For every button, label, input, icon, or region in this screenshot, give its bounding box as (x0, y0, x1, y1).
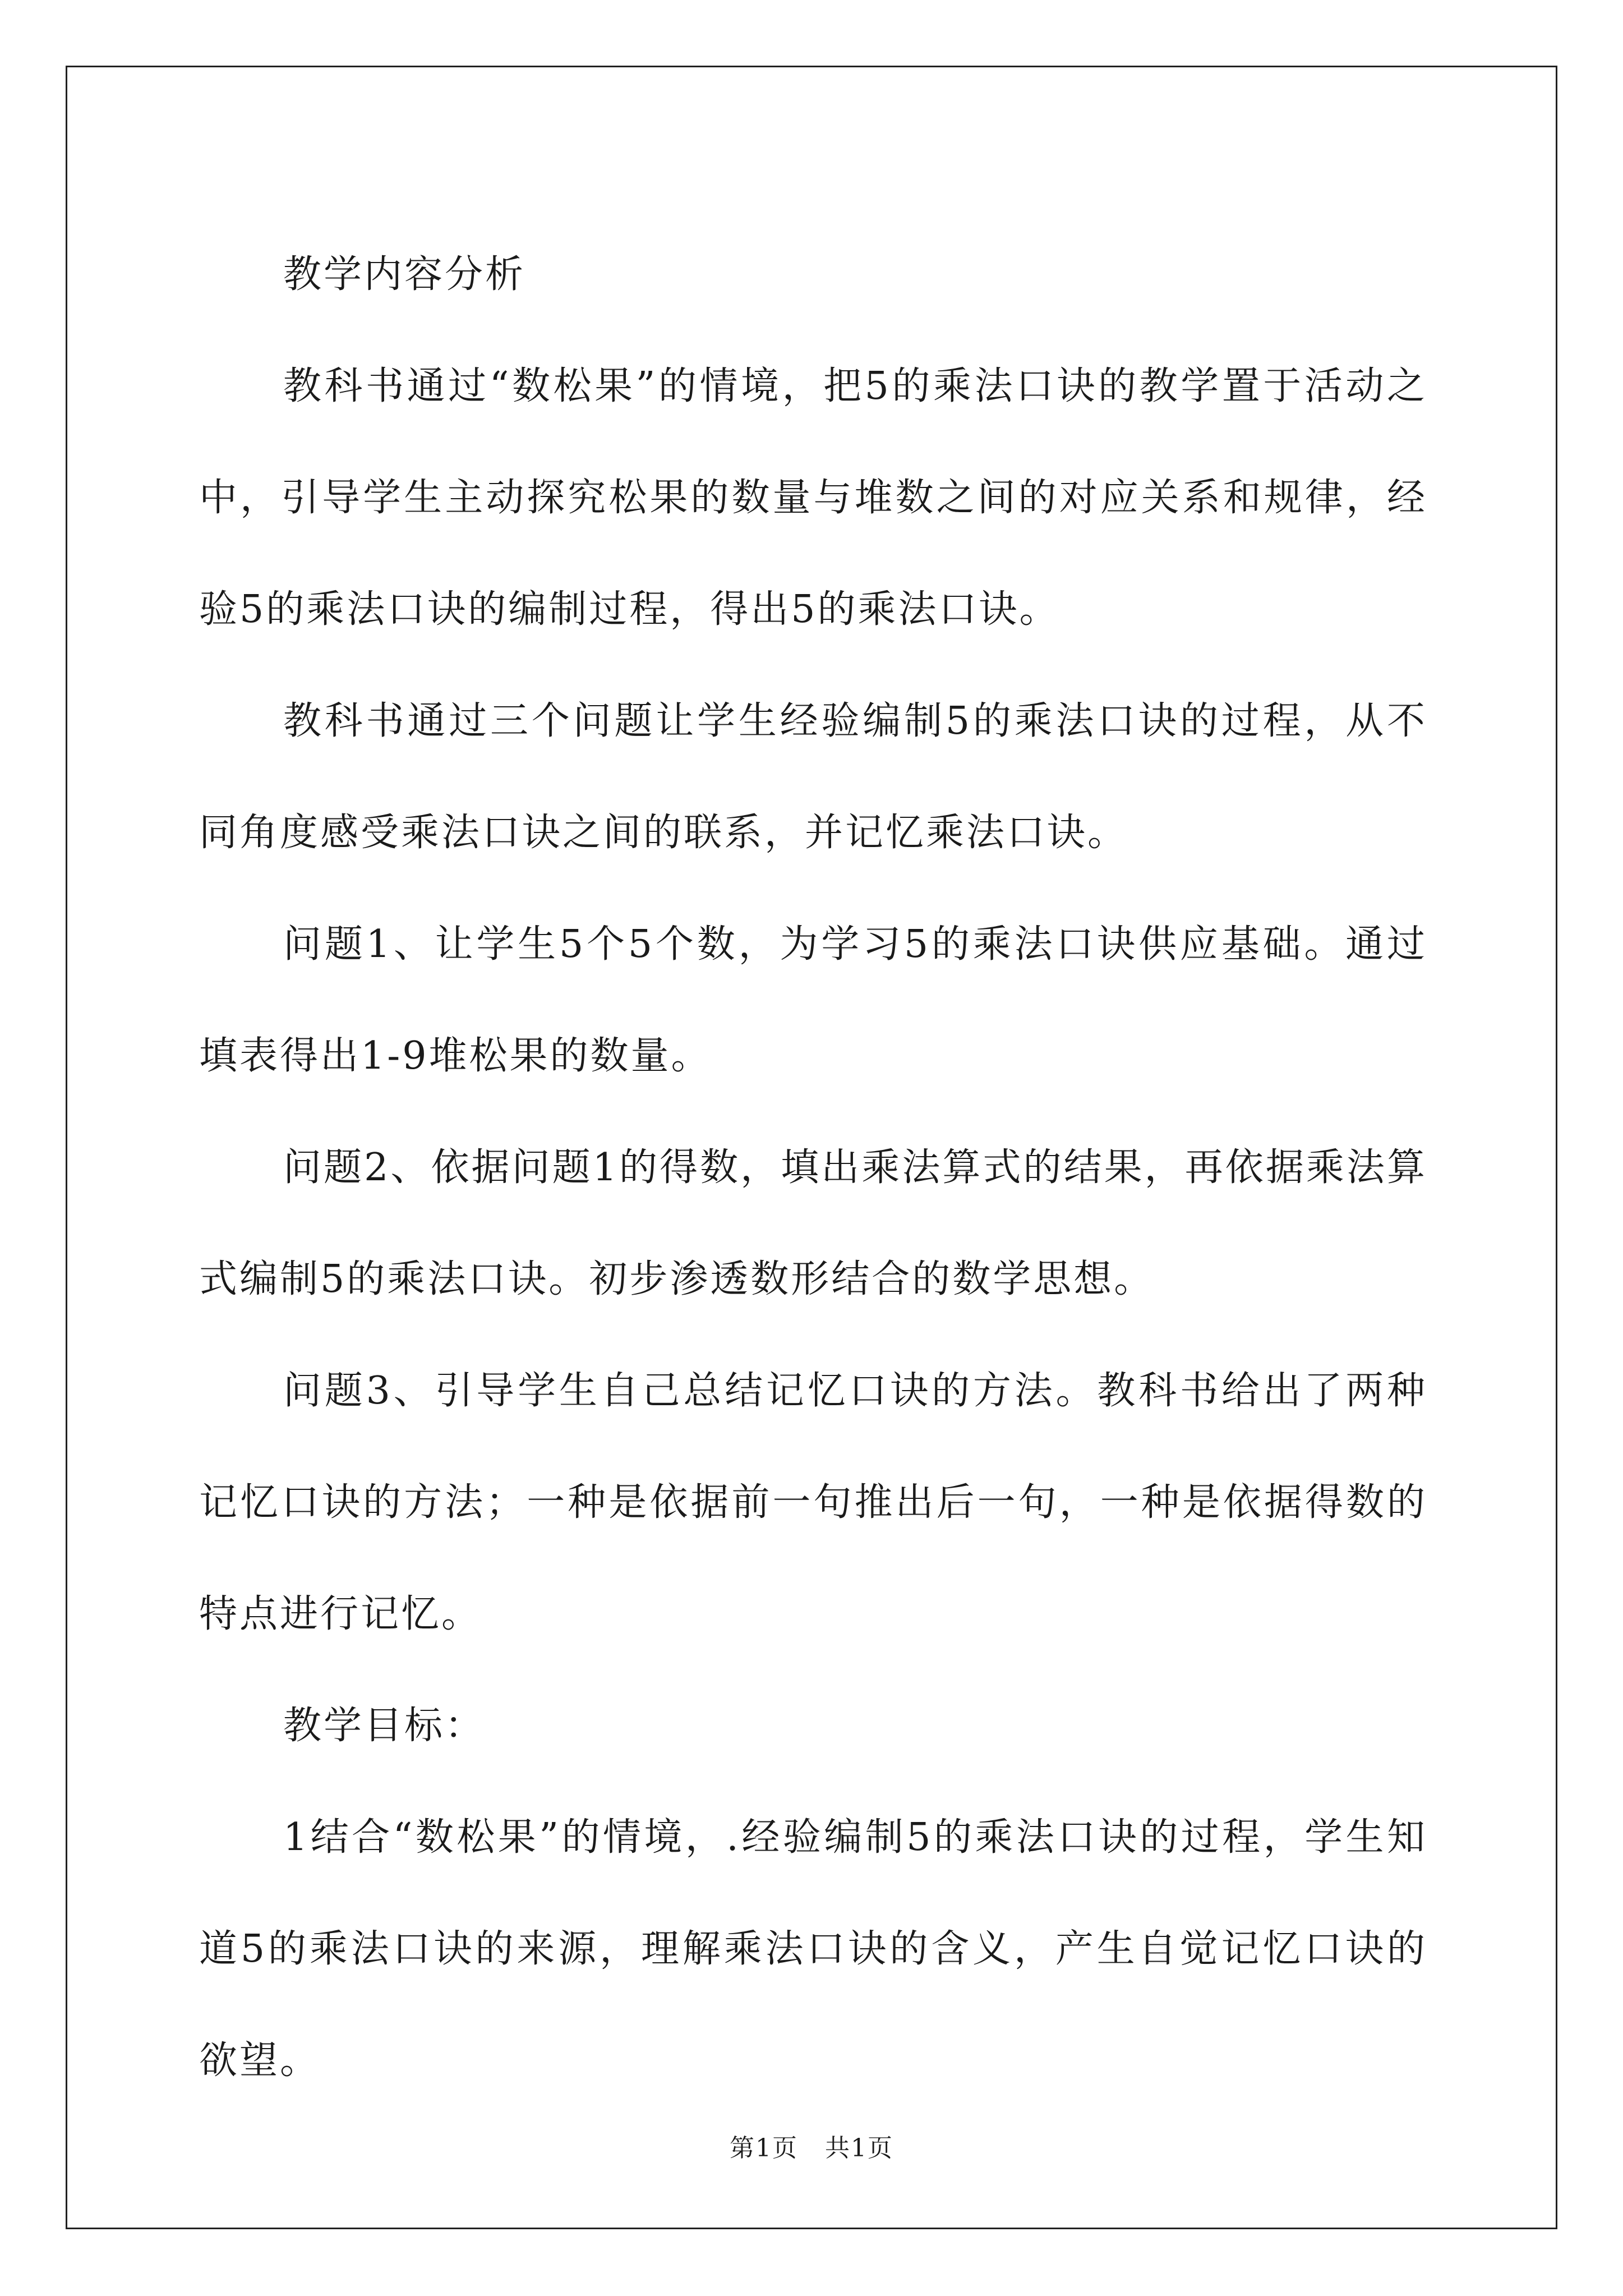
paragraph: 1结合“数松果”的情境，.经验编制5的乘法口诀的过程，学生知道5的乘法口诀的来源，理解乘法口诀的含义，产生自觉记忆口诀的欲望。 (199, 1815, 1427, 2083)
paragraph: 问题3、引导学生自己总结记忆口诀的方法。教科书给出了两种记忆口诀的方法；一种是依据前一句推出后一句，一种是依据得数的特点进行记忆。 (199, 1369, 1427, 1636)
paragraph: 问题1、让学生5个5个数，为学习5的乘法口诀供应基础。通过填表得出1-9堆松果的数量。 (199, 922, 1427, 1078)
section-heading: 教学目标： (283, 1704, 486, 1748)
page-footer (0, 2132, 1623, 2165)
section-heading: 教学内容分析 (283, 252, 526, 297)
page-number: 第1页 (730, 2134, 798, 2162)
paragraph: 教科书通过三个问题让学生经验编制5的乘法口诀的过程，从不同角度感受乘法口诀之间的联系，并记忆乘法口诀。 (199, 699, 1427, 855)
document-body (199, 219, 1427, 2116)
paragraph: 问题2、依据问题1的得数，填出乘法算式的结果，再依据乘法算式编制5的乘法口诀。初步渗透数形结合的数学思想。 (199, 1145, 1427, 1301)
total-pages: 共1页 (825, 2134, 893, 2162)
paragraph: 教科书通过“数松果”的情境，把5的乘法口诀的教学置于活动之中，引导学生主动探究松果的数量与堆数之间的对应关系和规律，经验5的乘法口诀的编制过程，得出5的乘法口诀。 (199, 364, 1427, 632)
